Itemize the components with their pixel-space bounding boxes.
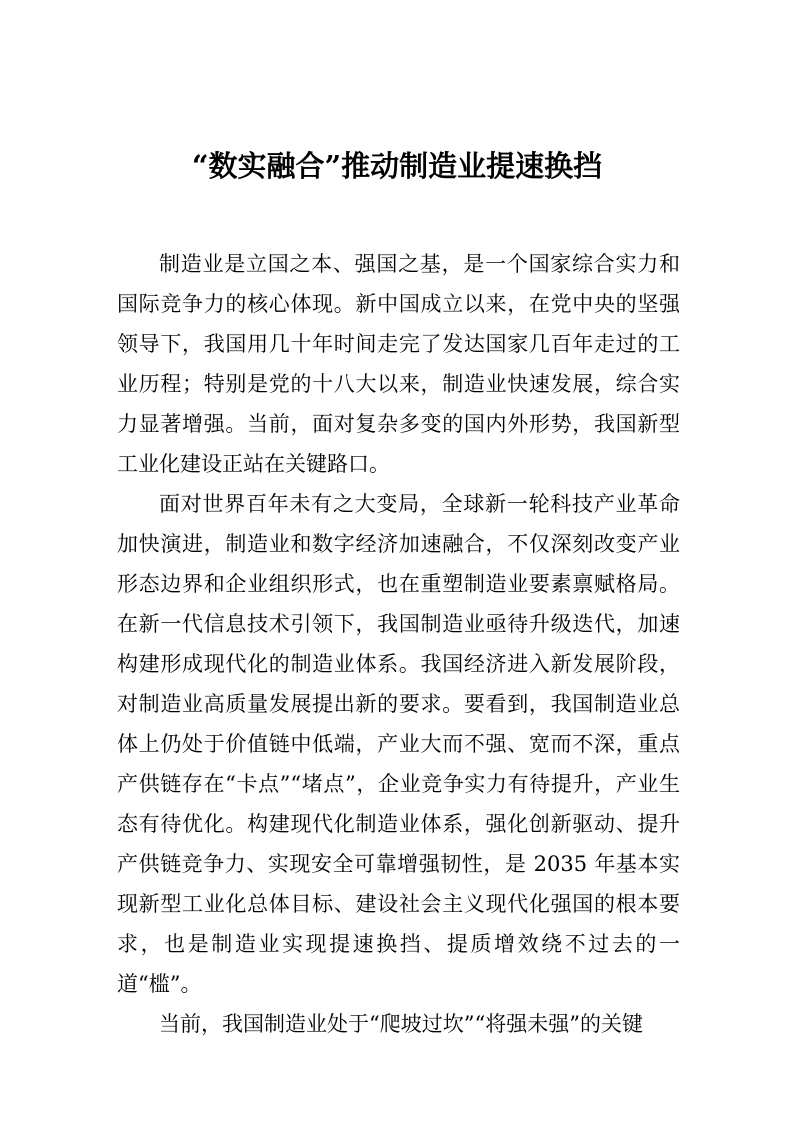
- paragraph-2: 面对世界百年未有之大变局，全球新一轮科技产业革命加快演进，制造业和数字经济加速融合，不仅深刻改变产业形态边界和企业组织形式，也在重塑制造业要素禀赋格局。 在新一代信息技术引领下，我国制造业亟待升级迭代，加速构建形成现代化的制造业体系。我国经济进入新发展阶段， 对制造业高质量发展提出新的要求。要看到，我国制造业总体上仍处于价值链中低端，产业大而不强、宽而不深，重点产供链存在“卡点”“堵点”，企业竞争实力有待提升，产业生态有待优化。构建现代化制造业体系，强化创新驱动、提升产供链竞争力、实现安全可靠增强韧性，是 2035 年基本实现新型工业化总体目标、建设社会主义现代化强国的根本要求，也是制造业实现提速换挡、提质增效绕不过去的一道“槛”。: [117, 492, 680, 996]
- document-title: “数实融合”推动制造业提速换挡: [191, 149, 603, 183]
- paragraph-1: 制造业是立国之本、强国之基，是一个国家综合实力和国际竞争力的核心体现。新中国成立以来，在党中央的坚强领导下，我国用几十年时间走完了发达国家几百年走过的工业历程；特别是党的十八大以来，制造业快速发展，综合实力显著增强。当前，面对复杂多变的国内外形势，我国新型工业化建设正站在关键路口。: [117, 252, 680, 476]
- document-body: [117, 244, 680, 1044]
- paragraph-3: 当前，我国制造业处于“爬坡过坎”“将强未强”的关键: [159, 1012, 643, 1036]
